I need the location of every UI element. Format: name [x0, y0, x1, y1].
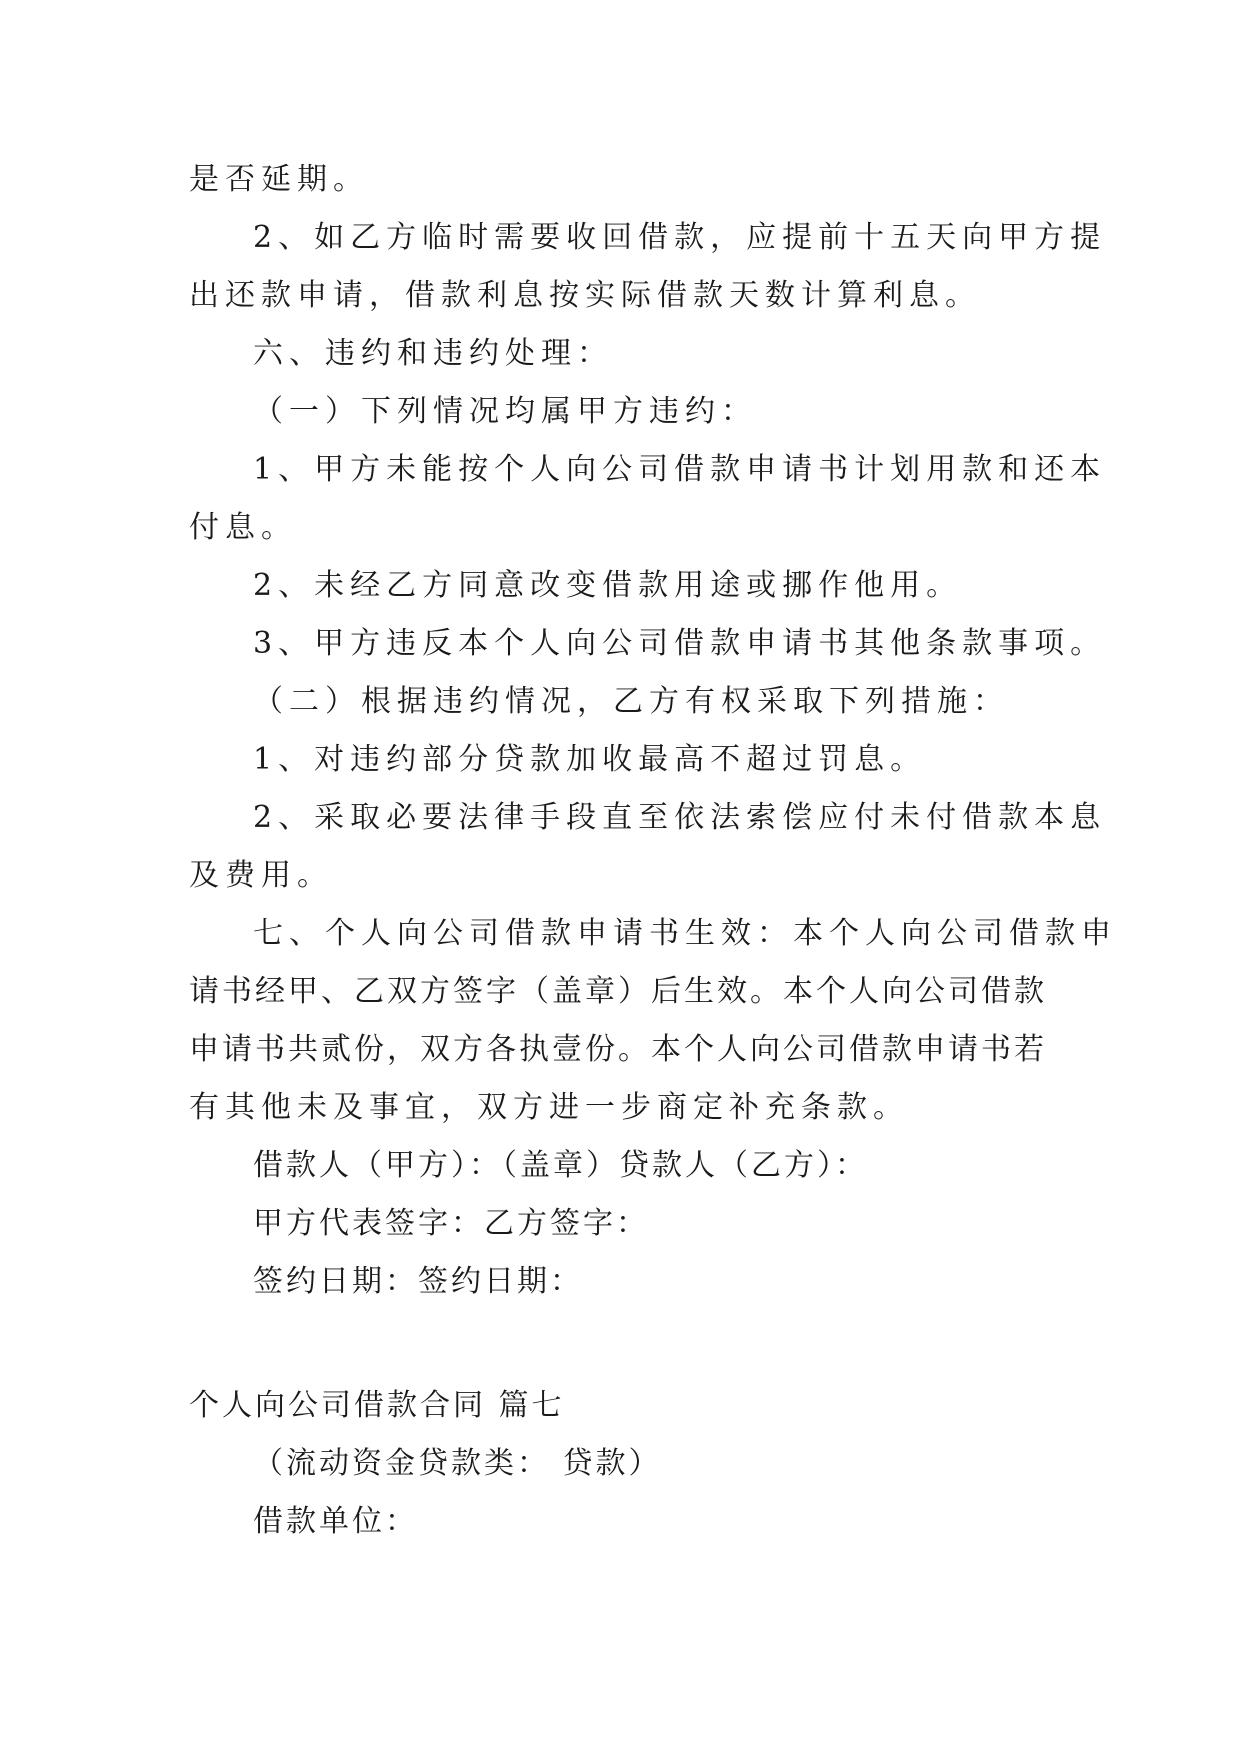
text-line: 出还款申请，借款利息按实际借款天数计算利息。	[189, 278, 981, 313]
text-line: 2、如乙方临时需要收回借款，应提前十五天向甲方提	[253, 220, 1107, 255]
text-line: 有其他未及事宜，双方进一步商定补充条款。	[189, 1090, 909, 1125]
text-line: 2、未经乙方同意改变借款用途或挪作他用。	[253, 568, 963, 603]
text-line: 3、甲方违反本个人向公司借款申请书其他条款事项。	[253, 626, 1107, 661]
text-line: 是否延期。	[189, 162, 369, 197]
loan-category: （流动资金贷款类： 贷款）	[253, 1446, 662, 1481]
signature-line-dates: 签约日期：签约日期：	[253, 1264, 583, 1299]
signature-line-signatures: 甲方代表签字：乙方签字：	[253, 1206, 649, 1241]
borrower-unit-label: 借款单位：	[253, 1504, 418, 1539]
section-heading: 六、违约和违约处理：	[253, 336, 613, 371]
text-line: 1、对违约部分贷款加收最高不超过罚息。	[253, 742, 927, 777]
text-line: 请书经甲、乙双方签字（盖章）后生效。本个人向公司借款	[189, 974, 1047, 1009]
text-line: 付息。	[189, 510, 297, 545]
text-line: 申请书共贰份，双方各执壹份。本个人向公司借款申请书若	[189, 1032, 1047, 1067]
subsection-heading: （二）根据违约情况，乙方有权采取下列措施：	[253, 684, 1009, 719]
text-line: 及费用。	[189, 858, 333, 893]
signature-line-parties: 借款人（甲方）：（盖章）贷款人（乙方）：	[253, 1148, 868, 1183]
section-heading: 七、个人向公司借款申请书生效：本个人向公司借款申	[253, 916, 1117, 951]
text-line: 1、甲方未能按个人向公司借款申请书计划用款和还本	[253, 452, 1107, 487]
text-line: 2、采取必要法律手段直至依法索偿应付未付借款本息	[253, 800, 1107, 835]
subsection-heading: （一）下列情况均属甲方违约：	[253, 394, 757, 429]
chapter-title: 个人向公司借款合同 篇七	[189, 1388, 565, 1423]
